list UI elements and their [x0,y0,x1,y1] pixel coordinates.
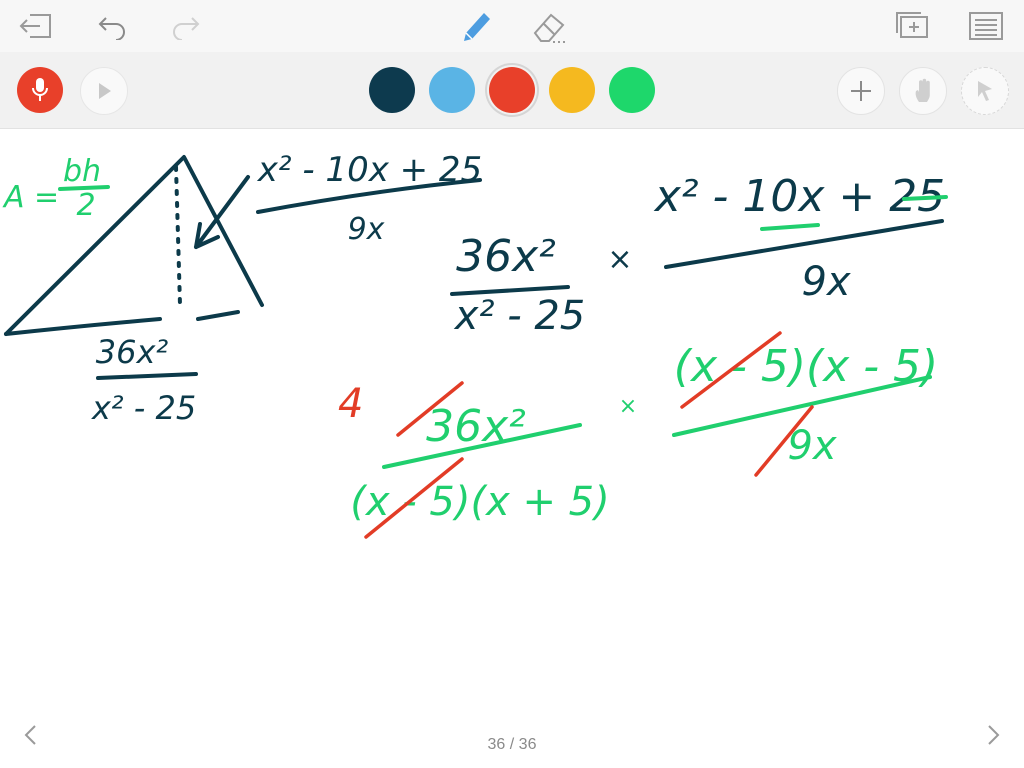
top-bar [0,0,1024,52]
plus-icon [849,79,873,103]
record-button[interactable] [17,67,63,113]
factored-operator: × [618,394,638,419]
base-label [91,333,196,427]
product-left-numerator: 36x² [456,231,556,282]
base-label-denominator: x² - 25 [91,389,197,427]
product-operator: × [607,242,633,277]
next-page-button[interactable] [978,720,1008,750]
play-icon [95,81,113,101]
area-formula-lhs: A = [4,180,60,215]
height-label [257,150,482,247]
product-right-denominator: 9x [801,259,851,305]
height-label-denominator: 9x [347,212,385,247]
play-button[interactable] [80,67,128,115]
color-swatch-navy[interactable] [369,67,415,113]
page-indicator: 36 / 36 [487,736,537,753]
product-expression [452,171,946,339]
factored-right-denominator: 9x [787,423,837,469]
redo-icon[interactable] [168,10,204,42]
factored-left-numerator: 36x² [426,401,526,452]
area-formula [2,154,108,223]
pointer-icon [974,79,996,103]
exit-icon[interactable] [18,10,54,42]
color-swatch-sky-blue[interactable] [429,67,475,113]
pointer-tool-button[interactable] [961,67,1009,115]
hand-tool-button[interactable] [899,67,947,115]
factored-left-denominator: (x - 5)(x + 5) [350,479,610,525]
area-formula-denominator: 2 [76,188,96,223]
previous-page-button[interactable] [16,720,46,750]
chevron-right-icon [985,723,1001,747]
height-label-numerator: x² - 10x + 25 [257,150,483,190]
pages-list-icon[interactable] [966,10,1006,42]
area-formula-numerator: bh [62,154,102,189]
color-swatch-red[interactable] [489,67,535,113]
product-right-numerator: x² - 10x + 25 [654,171,946,222]
pen-icon[interactable] [456,6,496,46]
base-label-numerator: 36x² [95,333,169,371]
cancel-factor: 4 [338,381,364,427]
add-page-icon[interactable] [892,10,932,42]
hand-icon [912,78,934,104]
microphone-icon [30,77,50,103]
add-button[interactable] [837,67,885,115]
product-left-denominator: x² - 25 [454,293,586,339]
color-swatch-yellow[interactable] [549,67,595,113]
eraser-icon[interactable] [528,8,570,46]
undo-icon[interactable] [94,10,130,42]
factored-expression [338,333,938,537]
color-swatch-green[interactable] [609,67,655,113]
factored-right-numerator: (x - 5)(x - 5) [673,341,939,392]
whiteboard-canvas[interactable] [0,129,1024,719]
chevron-left-icon [23,723,39,747]
